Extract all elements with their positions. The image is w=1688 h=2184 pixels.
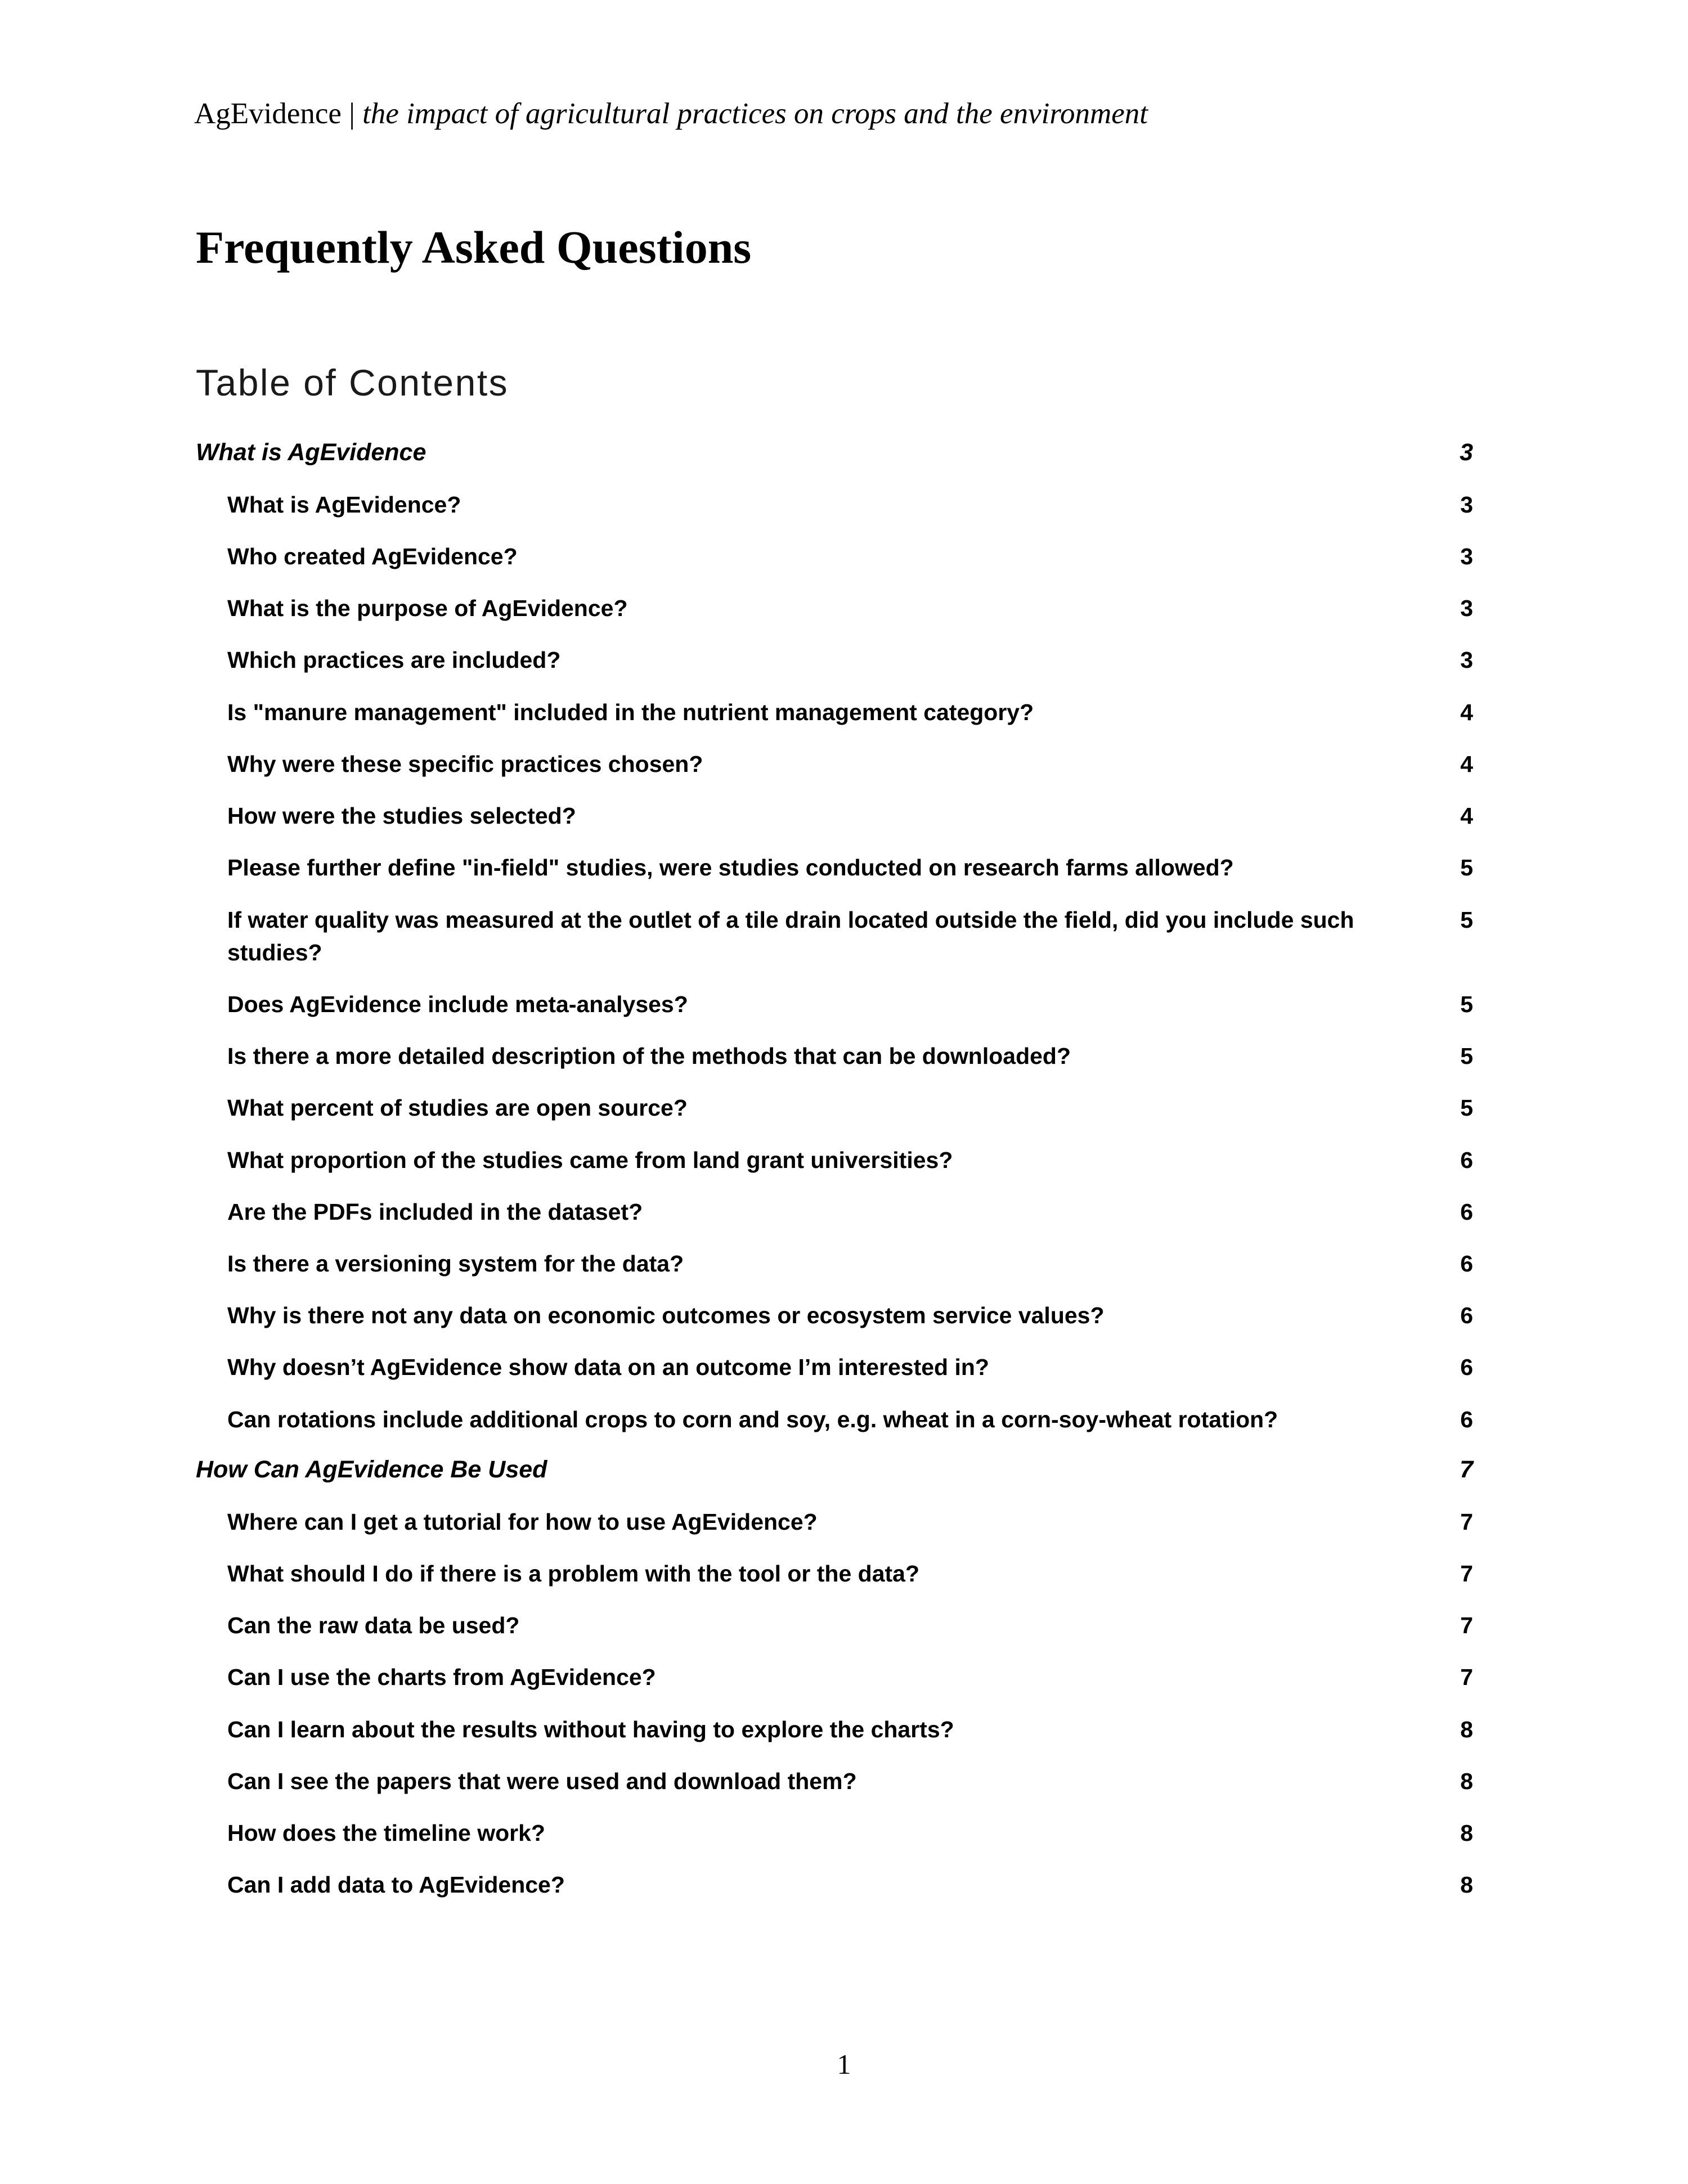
toc-entry-level-2[interactable] — [227, 1557, 1473, 1590]
toc-entry-page-number: 5 — [1460, 1095, 1473, 1121]
toc-entry-level-2[interactable] — [227, 988, 1473, 1021]
toc-entry-page-number: 4 — [1460, 699, 1473, 725]
page-number-footer: 1 — [837, 2048, 851, 2080]
toc-entry-level-2[interactable] — [227, 1299, 1473, 1332]
toc-entry-page-number: 5 — [1460, 906, 1473, 933]
toc-entry-page-number: 5 — [1460, 1043, 1473, 1069]
toc-entry-level-2[interactable] — [227, 1403, 1473, 1436]
toc-entry-level-2[interactable] — [227, 1247, 1473, 1280]
toc-entry-level-1[interactable] — [196, 1455, 1473, 1485]
toc-entry-page-number: 8 — [1460, 1819, 1473, 1846]
toc-entry-page-number: 3 — [1460, 647, 1473, 673]
toc-entry-label: What is AgEvidence? — [227, 491, 461, 518]
toc-entry-label: Can the raw data be used? — [227, 1612, 520, 1639]
toc-entry-level-2[interactable] — [227, 748, 1473, 780]
toc-entry-page-number: 5 — [1460, 855, 1473, 881]
toc-entry-level-2[interactable] — [227, 1868, 1473, 1901]
toc-entry-label: How Can AgEvidence Be Used — [196, 1455, 547, 1483]
toc-entry-label: Who created AgEvidence? — [227, 543, 518, 569]
toc-entry-label: Can I see the papers that were used and download them? — [227, 1768, 857, 1794]
running-header — [194, 97, 1545, 131]
toc-entry-label: Are the PDFs included in the dataset? — [227, 1198, 643, 1225]
toc-entry-label: Why were these specific practices chosen? — [227, 751, 703, 777]
toc-entry-label: What should I do if there is a problem with the tool or the data? — [227, 1560, 920, 1587]
page-title: Frequently Asked Questions — [196, 221, 752, 273]
toc-entry-level-2[interactable] — [227, 1765, 1473, 1797]
toc-entry-label: Why doesn’t AgEvidence show data on an outcome I’m interested in? — [227, 1354, 989, 1381]
toc-entry-page-number: 7 — [1460, 1455, 1473, 1483]
table-of-contents — [196, 438, 1473, 1920]
toc-entry-label: Where can I get a tutorial for how to use AgEvidence? — [227, 1508, 818, 1535]
toc-entry-page-number: 4 — [1460, 803, 1473, 829]
toc-entry-page-number: 8 — [1460, 1716, 1473, 1742]
toc-entry-label: Please further define "in-field" studies, were studies conducted on research farms allowed? — [227, 855, 1234, 881]
toc-entry-level-2[interactable] — [227, 592, 1473, 624]
toc-entry-page-number: 3 — [1460, 543, 1473, 569]
toc-entry-level-2[interactable] — [227, 1091, 1473, 1124]
toc-entry-page-number: 6 — [1460, 1406, 1473, 1432]
toc-entry-label: Can rotations include additional crops to corn and soy, e.g. wheat in a corn-soy-wheat rotation? — [227, 1406, 1278, 1432]
toc-entry-label: Is there a versioning system for the data? — [227, 1251, 684, 1277]
toc-entry-level-1[interactable] — [196, 438, 1473, 468]
toc-entry-label: What proportion of the studies came from land grant universities? — [227, 1147, 953, 1173]
toc-entry-page-number: 6 — [1460, 1147, 1473, 1173]
toc-entry-page-number: 6 — [1460, 1198, 1473, 1225]
toc-entry-label: Does AgEvidence include meta-analyses? — [227, 991, 688, 1017]
toc-entry-level-2[interactable] — [227, 540, 1473, 573]
toc-entry-label: Can I use the charts from AgEvidence? — [227, 1664, 656, 1691]
toc-entry-page-number: 8 — [1460, 1768, 1473, 1794]
toc-entry-level-2[interactable] — [227, 644, 1473, 676]
toc-entry-level-2[interactable] — [227, 1817, 1473, 1849]
toc-entry-level-2[interactable] — [227, 1713, 1473, 1746]
toc-entry-level-2[interactable] — [227, 851, 1473, 884]
toc-entry-label: Is there a more detailed description of the methods that can be downloaded? — [227, 1043, 1071, 1069]
toc-entry-page-number: 6 — [1460, 1354, 1473, 1381]
toc-entry-level-2[interactable] — [227, 1506, 1473, 1538]
toc-entry-page-number: 7 — [1460, 1508, 1473, 1535]
header-tagline: the impact of agricultural practices on crops and the environment — [362, 97, 1148, 130]
toc-entry-page-number: 7 — [1460, 1612, 1473, 1639]
toc-entry-level-2[interactable] — [227, 488, 1473, 521]
header-brand: AgEvidence — [194, 97, 342, 130]
toc-entry-level-2[interactable] — [227, 1609, 1473, 1642]
header-separator: | — [341, 97, 363, 130]
toc-entry-label: What is AgEvidence — [196, 439, 427, 466]
toc-entry-page-number: 3 — [1460, 595, 1473, 622]
toc-entry-label: Can I add data to AgEvidence? — [227, 1872, 565, 1898]
toc-entry-label: Can I learn about the results without having to explore the charts? — [227, 1716, 954, 1742]
toc-entry-page-number: 3 — [1460, 439, 1473, 466]
toc-entry-label: If water quality was measured at the outlet of a tile drain located outside the field, did you include such studies? — [227, 906, 1354, 965]
toc-entry-label: Is "manure management" included in the nutrient management category? — [227, 699, 1034, 725]
table-of-contents-heading: Table of Contents — [196, 362, 509, 403]
toc-entry-level-2[interactable] — [227, 1351, 1473, 1383]
toc-entry-page-number: 6 — [1460, 1251, 1473, 1277]
toc-entry-label: What is the purpose of AgEvidence? — [227, 595, 628, 622]
toc-entry-level-2[interactable] — [227, 1144, 1473, 1176]
toc-entry-label: How does the timeline work? — [227, 1819, 545, 1846]
toc-entry-page-number: 7 — [1460, 1664, 1473, 1691]
toc-entry-page-number: 7 — [1460, 1560, 1473, 1587]
toc-entry-page-number: 4 — [1460, 751, 1473, 777]
toc-entry-level-2[interactable] — [227, 696, 1473, 729]
toc-entry-page-number: 3 — [1460, 491, 1473, 518]
toc-entry-level-2[interactable] — [227, 799, 1473, 832]
toc-entry-level-2[interactable] — [227, 1661, 1473, 1693]
toc-entry-level-2[interactable] — [227, 1040, 1473, 1072]
toc-entry-label: Which practices are included? — [227, 647, 561, 673]
toc-entry-page-number: 6 — [1460, 1302, 1473, 1329]
toc-entry-label: How were the studies selected? — [227, 803, 576, 829]
toc-entry-label: Why is there not any data on economic outcomes or ecosystem service values? — [227, 1302, 1105, 1329]
toc-entry-level-2[interactable] — [227, 1196, 1473, 1228]
toc-entry-label: What percent of studies are open source? — [227, 1095, 688, 1121]
toc-entry-page-number: 5 — [1460, 991, 1473, 1017]
toc-entry-level-2[interactable] — [227, 904, 1473, 969]
toc-entry-page-number: 8 — [1460, 1872, 1473, 1898]
